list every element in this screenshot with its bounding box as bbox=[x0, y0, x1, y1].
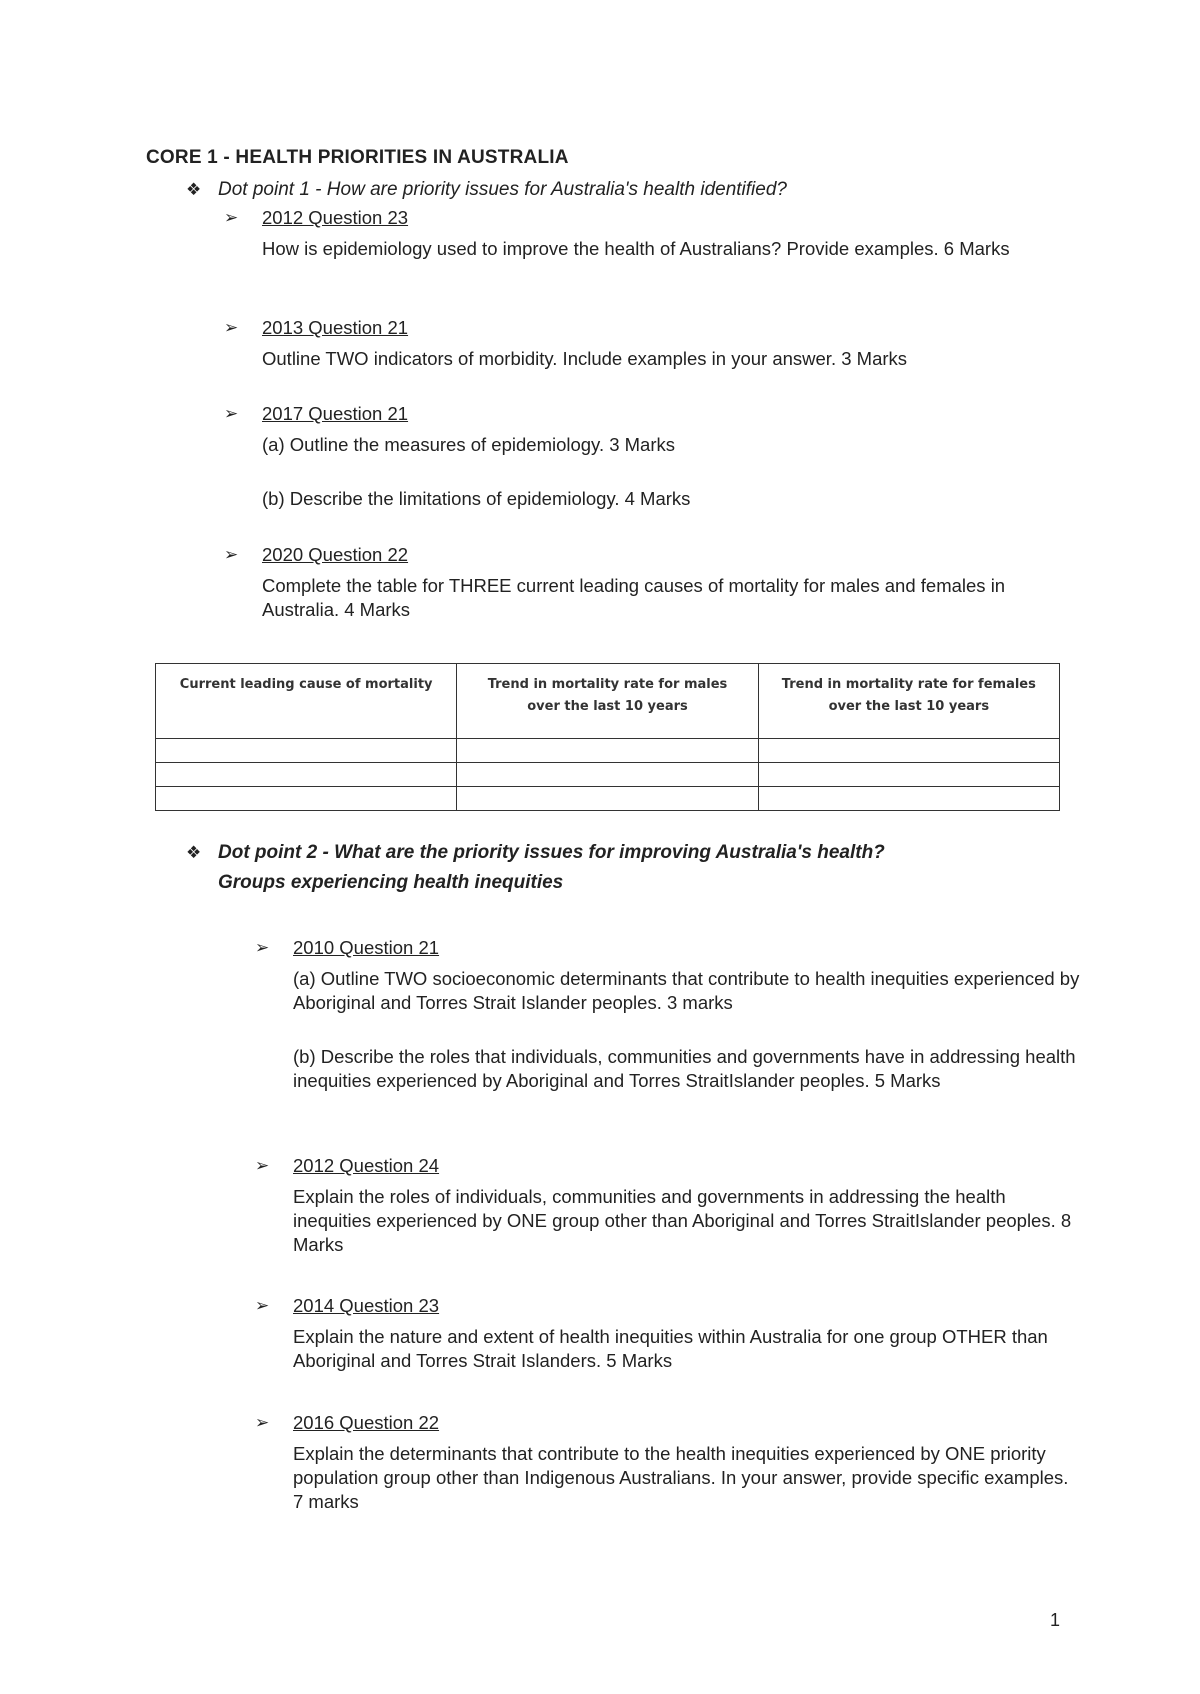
core-heading: CORE 1 - HEALTH PRIORITIES IN AUSTRALIA bbox=[146, 147, 569, 168]
dot-point-1 bbox=[186, 175, 787, 205]
question-body-a: (a) Outline TWO socioeconomic determinants that contribute to health inequities experienced by Aboriginal and Torres Strait Islander peoples. 3 marks bbox=[293, 968, 1080, 1013]
question-2014-23 bbox=[255, 1294, 1083, 1373]
question-2012-24 bbox=[255, 1154, 1083, 1257]
table-cell[interactable] bbox=[758, 763, 1059, 787]
question-title: 2017 Question 21 bbox=[262, 403, 409, 424]
question-body-b: (b) Describe the limitations of epidemiology. 4 Marks bbox=[262, 488, 691, 509]
arrow-bullet-icon: ➢ bbox=[224, 545, 239, 564]
arrow-bullet-icon: ➢ bbox=[255, 938, 270, 957]
question-title: 2016 Question 22 bbox=[293, 1412, 440, 1433]
question-2020-22 bbox=[224, 543, 1072, 622]
dot-point-2-line1: Dot point 2 - What are the priority issues for improving Australia's health? bbox=[218, 842, 885, 863]
table-header-females: Trend in mortality rate for females over the last 10 years bbox=[758, 664, 1059, 739]
arrow-bullet-icon: ➢ bbox=[224, 318, 239, 337]
table-row bbox=[156, 763, 1060, 787]
arrow-bullet-icon: ➢ bbox=[255, 1156, 270, 1175]
arrow-bullet-icon: ➢ bbox=[224, 208, 239, 227]
table-cell[interactable] bbox=[457, 763, 758, 787]
page-number: 1 bbox=[1050, 1610, 1061, 1630]
diamond-bullet-icon: ❖ bbox=[186, 843, 202, 862]
dot-point-1-text: Dot point 1 - How are priority issues for Australia's health identified? bbox=[218, 179, 787, 200]
question-2012-23 bbox=[224, 206, 1072, 261]
dot-point-2 bbox=[186, 838, 885, 898]
question-2016-22 bbox=[255, 1411, 1083, 1514]
question-body: Explain the determinants that contribute to the health inequities experienced by ONE priority population group other than Indigenous Australians. In your answer, provide specific examples. 7 marks bbox=[293, 1443, 1069, 1512]
question-body: Explain the nature and extent of health inequities within Australia for one group OTHER than Aboriginal and Torres Strait Islanders. 5 Marks bbox=[293, 1326, 1048, 1371]
table-cell[interactable] bbox=[758, 739, 1059, 763]
question-body-b: (b) Describe the roles that individuals, communities and governments have in addressing health inequities experienced by Aboriginal and Torres StraitIslander peoples. 5 Marks bbox=[293, 1046, 1076, 1091]
table-cell[interactable] bbox=[156, 739, 457, 763]
question-body: How is epidemiology used to improve the health of Australians? Provide examples. 6 Marks bbox=[262, 238, 1010, 259]
dot-point-2-text bbox=[218, 838, 885, 898]
table-row bbox=[156, 739, 1060, 763]
question-title: 2014 Question 23 bbox=[293, 1295, 440, 1316]
question-title: 2013 Question 21 bbox=[262, 317, 409, 338]
table-cell[interactable] bbox=[457, 787, 758, 811]
table-cell[interactable] bbox=[758, 787, 1059, 811]
arrow-bullet-icon: ➢ bbox=[224, 404, 239, 423]
arrow-bullet-icon: ➢ bbox=[255, 1413, 270, 1432]
question-body: Outline TWO indicators of morbidity. Include examples in your answer. 3 Marks bbox=[262, 348, 908, 369]
question-2013-21 bbox=[224, 316, 1072, 371]
question-2010-21 bbox=[255, 936, 1083, 1093]
question-body-a: (a) Outline the measures of epidemiology. 3 Marks bbox=[262, 434, 676, 455]
question-body: Explain the roles of individuals, communities and governments in addressing the health inequities experienced by ONE group other than Aboriginal and Torres StraitIslander peoples. 8 Marks bbox=[293, 1186, 1072, 1255]
question-title: 2012 Question 23 bbox=[262, 207, 409, 228]
diamond-bullet-icon: ❖ bbox=[186, 180, 202, 199]
dot-point-2-line2: Groups experiencing health inequities bbox=[218, 872, 564, 893]
table-header-males: Trend in mortality rate for males over the last 10 years bbox=[457, 664, 758, 739]
question-title: 2012 Question 24 bbox=[293, 1155, 440, 1176]
table-header-cause: Current leading cause of mortality bbox=[156, 664, 457, 739]
question-title: 2020 Question 22 bbox=[262, 544, 409, 565]
question-2017-21 bbox=[224, 402, 1072, 511]
question-title: 2010 Question 21 bbox=[293, 937, 440, 958]
question-body: Complete the table for THREE current leading causes of mortality for males and females in Australia. 4 Marks bbox=[262, 575, 1006, 620]
arrow-bullet-icon: ➢ bbox=[255, 1296, 270, 1315]
table-row bbox=[156, 787, 1060, 811]
mortality-table bbox=[155, 663, 1060, 811]
table-cell[interactable] bbox=[156, 763, 457, 787]
table-cell[interactable] bbox=[457, 739, 758, 763]
table-cell[interactable] bbox=[156, 787, 457, 811]
